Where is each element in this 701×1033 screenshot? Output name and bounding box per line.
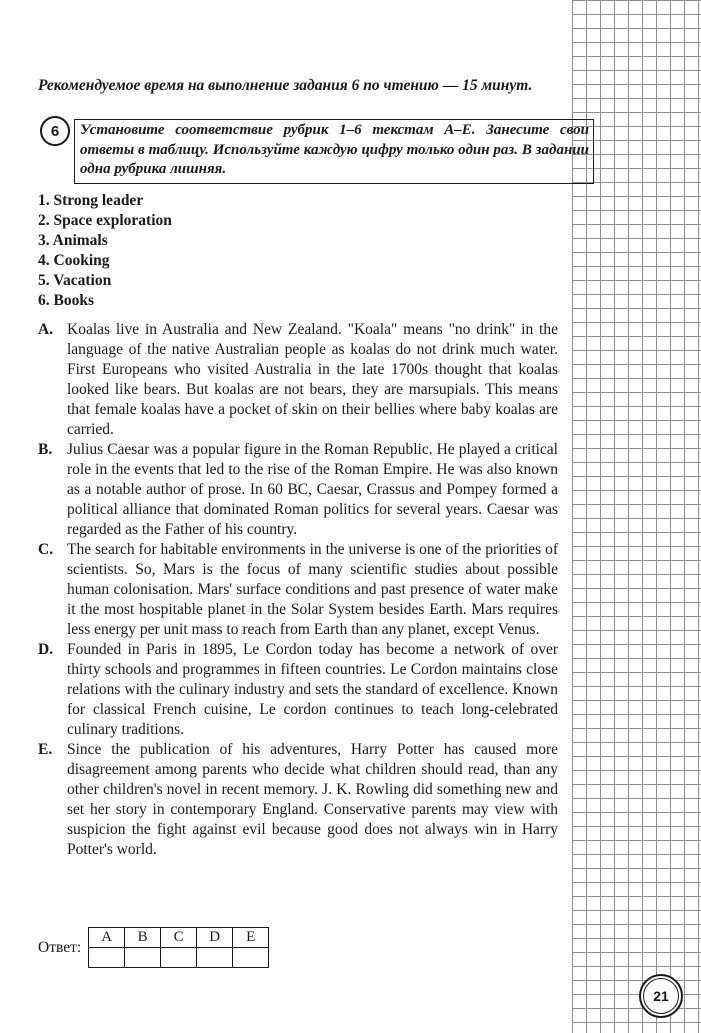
text-body: Founded in Paris in 1895, Le Cordon today has become a network of over thirty schools and programmes in fifteen countries. Le Cordon maintains close relations with the culinary industry and sets the standard of excellence. Known for classical French cuisine, Le cordon continues to teach long-celebrated culinary traditions. <box>67 641 558 738</box>
answer-cell-e[interactable] <box>233 948 269 968</box>
heading-item: 3. Animals <box>38 232 108 249</box>
answer-column-header: B <box>125 928 161 948</box>
text-d <box>38 640 558 740</box>
answer-table <box>88 927 269 968</box>
text-body: Since the publication of his adventures, Harry Potter has caused more disagreement among parents who decide what children should read, than any other children's novel in recent memory. J. K. Rowling did something new and set her story in contemporary England. Conservative parents may view with suspicion the fight against evil because good does not always win in Harry Potter's world. <box>67 741 558 858</box>
text-b <box>38 440 558 540</box>
heading-item: 6. Books <box>38 292 94 309</box>
text-body: Julius Caesar was a popular figure in the Roman Republic. He played a critical role in the events that led to the rise of the Roman Empire. He was also known as a notable author of prose. In 60 BC, Caesar, Crassus and Pompey formed a political alliance that dominated Roman politics for several years. Caesar was regarded as the Father of his country. <box>67 441 558 538</box>
recommended-time-note: Рекомендуемое время на выполнение задания 6 по чтению — 15 минут. <box>38 77 533 94</box>
answer-input-row <box>89 948 269 968</box>
answer-label: Ответ: <box>38 939 82 956</box>
answer-column-header: E <box>233 928 269 948</box>
text-body: The search for habitable environments in the universe is one of the priorities of scientists. So, Mars is the focus of many scientific studies about possible human colonisation. Mars' surface conditions and past presence of water make it the most hospitable planet in the Solar System besides Earth. Mars requires less energy per unit mass to reach from Earth than any planet, except Venus. <box>67 541 558 638</box>
answer-column-header: C <box>161 928 197 948</box>
page-number-badge <box>639 974 683 1018</box>
page-number: 21 <box>643 978 679 1014</box>
heading-item: 4. Cooking <box>38 252 110 269</box>
answer-cell-a[interactable] <box>89 948 125 968</box>
heading-item: 1. Strong leader <box>38 192 144 209</box>
text-letter: E. <box>38 741 53 758</box>
heading-item: 2. Space exploration <box>38 212 172 229</box>
task-instruction-box: Установите соответствие рубрик 1–6 текстам A–E. Занесите свои ответы в таблицу. Используйте каждую цифру только один раз. В задании одна рубрика лишняя. <box>74 119 594 184</box>
text-letter: D. <box>38 641 54 658</box>
answer-header-row <box>89 928 269 948</box>
text-e <box>38 740 558 860</box>
answer-column-header: A <box>89 928 125 948</box>
text-letter: A. <box>38 321 54 338</box>
answer-section <box>38 927 269 968</box>
headings-list <box>38 191 172 311</box>
text-a <box>38 320 558 440</box>
answer-cell-b[interactable] <box>125 948 161 968</box>
text-letter: C. <box>38 541 54 558</box>
text-body: Koalas live in Australia and New Zealand. "Koala" means "no drink" in the language of the native Australian people as koalas do not drink much water. First Europeans who visited Australia in the late 1700s thought that koalas looked like bears. But koalas are not bears, they are marsupials. This means that female koalas have a pocket of skin on their bellies where baby koalas are carried. <box>67 321 558 438</box>
answer-cell-d[interactable] <box>197 948 233 968</box>
text-c <box>38 540 558 640</box>
text-letter: B. <box>38 441 53 458</box>
answer-column-header: D <box>197 928 233 948</box>
task-number-badge: 6 <box>40 116 70 146</box>
texts-list <box>38 320 558 860</box>
heading-item: 5. Vacation <box>38 272 112 289</box>
answer-cell-c[interactable] <box>161 948 197 968</box>
